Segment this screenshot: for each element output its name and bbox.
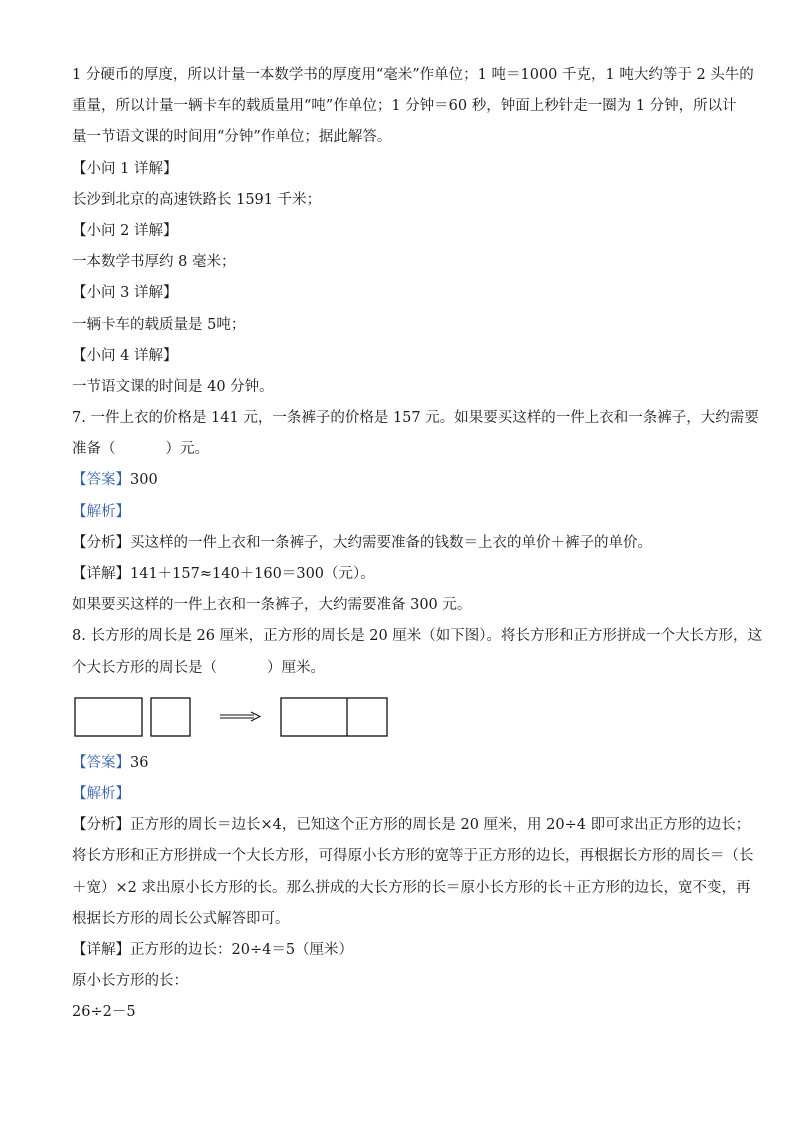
q8-xiangjie-text: 正方形的边长：20÷4＝5（厘米） bbox=[130, 941, 354, 958]
small-rectangle bbox=[75, 698, 142, 736]
intro-line-3: 量一节语文课的时间用“分钟”作单位；据此解答。 bbox=[72, 129, 392, 146]
q7-stem-line-2 bbox=[72, 434, 724, 465]
q8-answer-value: 36 bbox=[130, 754, 149, 771]
intro-line-2: 重量，所以计量一辆卡车的载质量用“吨”作单位；1 分钟＝60 秒，钟面上秒针走一圈为 1 分钟，所以计 bbox=[72, 98, 737, 115]
arrow-right-icon bbox=[220, 712, 260, 721]
q8-fenxi-line-1 bbox=[72, 810, 751, 841]
q7-jiexi-tag: 【解析】 bbox=[72, 503, 130, 520]
subq-4-text: 一节语文课的时间是 40 分钟。 bbox=[72, 378, 274, 395]
subq-3-label: 【小问 3 详解】 bbox=[72, 285, 178, 302]
q7-xiangjie-text: 141＋157≈140＋160＝300（元）。 bbox=[130, 566, 375, 582]
q8-stem-part-a: 个大长方形的周长是（ bbox=[72, 659, 217, 676]
q8-xiangjie-tag: 【详解】 bbox=[72, 941, 130, 958]
q8-step-1: 原小长方形的长： bbox=[72, 973, 188, 990]
q8-figure bbox=[72, 692, 724, 744]
square bbox=[151, 698, 190, 736]
q7-fenxi bbox=[72, 528, 724, 559]
subq-2-label: 【小问 2 详解】 bbox=[72, 222, 178, 239]
q8-answer-tag: 【答案】 bbox=[72, 754, 130, 771]
q7-fenxi-text: 买这样的一件上衣和一条裤子，大约需要准备的钱数＝上衣的单价＋裤子的单价。 bbox=[130, 534, 652, 551]
q8-fenxi-tag: 【分析】 bbox=[72, 817, 130, 834]
q7-fenxi-tag: 【分析】 bbox=[72, 534, 130, 551]
q8-stem-line-2 bbox=[72, 653, 724, 684]
q8-step-2: 26÷2－5 bbox=[72, 1004, 136, 1021]
subq-1-text: 长沙到北京的高速铁路长 1591 千米； bbox=[72, 191, 322, 208]
q7-answer-value: 300 bbox=[130, 472, 158, 489]
combined-rectangle bbox=[281, 698, 387, 736]
q7-answer-tag: 【答案】 bbox=[72, 472, 130, 489]
q7-xiangjie-tag: 【详解】 bbox=[72, 566, 130, 582]
q8-diagram bbox=[74, 692, 394, 738]
q8-fenxi-line-4: 根据长方形的周长公式解答即可。 bbox=[72, 910, 290, 927]
subq-3-text: 一辆卡车的载质量是 5吨； bbox=[72, 316, 246, 333]
q7-stem-line-1: 7. 一件上衣的价格是 141 元，一条裤子的价格是 157 元。如果要买这样的一件上衣和一条裤子，大约需要 bbox=[72, 410, 759, 427]
q8-answer bbox=[72, 748, 724, 779]
subq-4-label: 【小问 4 详解】 bbox=[72, 347, 178, 364]
q8-stem-line-1: 8. 长方形的周长是 26 厘米，正方形的周长是 20 厘米（如下图）。将长方形和正方形拼成一个大长方形，这 bbox=[72, 628, 763, 645]
q8-fenxi-line-2: 将长方形和正方形拼成一个大长方形，可得原小长方形的宽等于正方形的边长，再根据长方形的周长＝（长 bbox=[72, 848, 754, 865]
q8-xiangjie bbox=[72, 935, 724, 966]
intro-line-1: 1 分硬币的厚度，所以计量一本数学书的厚度用“毫米”作单位；1 吨＝1000 千克，1 吨大约等于 2 头牛的 bbox=[72, 67, 754, 83]
q7-stem-part-b: ）元。 bbox=[165, 441, 209, 458]
q7-conclusion: 如果要买这样的一件上衣和一条裤子，大约需要准备 300 元。 bbox=[72, 597, 472, 614]
q8-fenxi-text-1: 正方形的周长＝边长×4，已知这个正方形的周长是 20 厘米，用 20÷4 即可求出正方形的边长； bbox=[130, 817, 751, 834]
document-page bbox=[72, 60, 763, 1028]
q8-fenxi-line-3: ＋宽）×2 求出原小长方形的长。那么拼成的大长方形的长＝原小长方形的长＋正方形的边长，宽不变，再 bbox=[72, 879, 751, 896]
subq-1-label: 【小问 1 详解】 bbox=[72, 160, 178, 177]
subq-2-text: 一本数学书厚约 8 毫米； bbox=[72, 254, 236, 271]
q8-jiexi-tag: 【解析】 bbox=[72, 785, 130, 802]
q8-stem-part-b: ）厘米。 bbox=[267, 659, 325, 676]
q7-answer bbox=[72, 465, 724, 496]
q7-stem-part-a: 准备（ bbox=[72, 441, 116, 458]
q7-xiangjie bbox=[72, 559, 724, 590]
